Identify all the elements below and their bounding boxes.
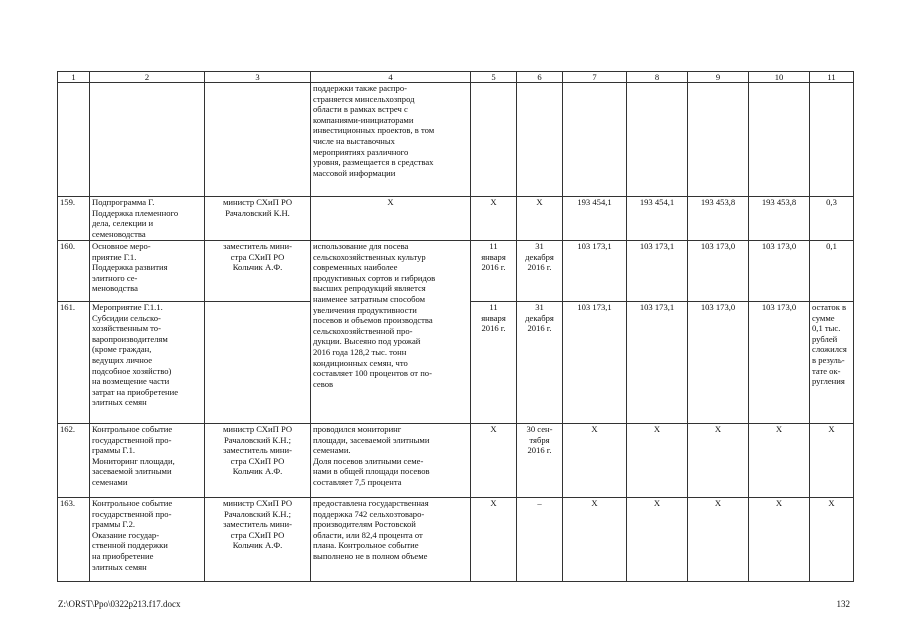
value-cell: 103 173,1 <box>627 302 688 424</box>
header-cell: 11 <box>810 72 854 83</box>
table-row <box>58 197 854 241</box>
value-cell <box>688 83 749 197</box>
value-cell <box>627 83 688 197</box>
report-table <box>57 71 854 582</box>
note-cell: X <box>810 424 854 498</box>
end-date-cell: 30 сен- тября 2016 г. <box>517 424 563 498</box>
start-date-cell <box>471 83 517 197</box>
number-cell: 162. <box>58 424 90 498</box>
value-cell: 193 454,1 <box>627 197 688 241</box>
name-cell: Подпрограмма Г. Поддержка племенного дела, селекции и семеноводства <box>90 197 205 241</box>
header-cell: 10 <box>749 72 810 83</box>
value-cell: 103 173,0 <box>688 302 749 424</box>
number-cell: 159. <box>58 197 90 241</box>
end-date-cell: 31 декабря 2016 г. <box>517 302 563 424</box>
value-cell: 103 173,1 <box>563 241 627 302</box>
table-row <box>58 498 854 582</box>
responsible-cell: министр СХиП РО Рачаловский К.Н.; заместитель мини- стра СХиП РО Кольчик А.Ф. <box>205 498 311 582</box>
value-cell: 193 453,8 <box>749 197 810 241</box>
number-cell: 163. <box>58 498 90 582</box>
name-cell: Основное меро- приятие Г.1. Поддержка развития элитного се- меноводства <box>90 241 205 302</box>
header-cell: 8 <box>627 72 688 83</box>
header-row <box>58 72 854 83</box>
result-cell: проводился мониторинг площади, засеваемой элитными семенами. Доля посевов элитными семе- нами в общей площади посевов составляет 7,5 процента <box>311 424 471 498</box>
value-cell: X <box>688 498 749 582</box>
value-cell: 193 454,1 <box>563 197 627 241</box>
responsible-cell: заместитель мини- стра СХиП РО Кольчик А.Ф. <box>205 241 311 302</box>
value-cell <box>749 83 810 197</box>
page-number: 132 <box>836 599 850 609</box>
note-cell: X <box>810 498 854 582</box>
result-cell: X <box>311 197 471 241</box>
value-cell: 103 173,0 <box>749 241 810 302</box>
end-date-cell: 31 декабря 2016 г. <box>517 241 563 302</box>
end-date-cell <box>517 83 563 197</box>
note-cell: остаток в сумме 0,1 тыс. рублей сложился в резуль- тате ок- ругления <box>810 302 854 424</box>
header-cell: 6 <box>517 72 563 83</box>
header-cell: 3 <box>205 72 311 83</box>
name-cell: Контрольное событие государственной про- граммы Г.2. Оказание государ- ственной поддержки на приобретение элитных семян <box>90 498 205 582</box>
start-date-cell: X <box>471 197 517 241</box>
start-date-cell: 11 января 2016 г. <box>471 241 517 302</box>
value-cell: 103 173,0 <box>749 302 810 424</box>
number-cell: 161. <box>58 302 90 424</box>
value-cell: 193 453,8 <box>688 197 749 241</box>
header-cell: 4 <box>311 72 471 83</box>
responsible-cell: министр СХиП РО Рачаловский К.Н. <box>205 197 311 241</box>
header-cell: 9 <box>688 72 749 83</box>
responsible-cell: министр СХиП РО Рачаловский К.Н.; заместитель мини- стра СХиП РО Кольчик А.Ф. <box>205 424 311 498</box>
note-cell <box>810 83 854 197</box>
responsible-cell <box>205 302 311 424</box>
value-cell: X <box>688 424 749 498</box>
value-cell <box>563 83 627 197</box>
name-cell <box>90 83 205 197</box>
end-date-cell: X <box>517 197 563 241</box>
header-cell: 2 <box>90 72 205 83</box>
file-path: Z:\ORST\Ppo\0322p213.f17.docx <box>58 599 181 609</box>
result-cell: поддержки также распро- страняется минсельхозпрод области в рамках встреч с компаниями-инициаторами инвестиционных проектов, в том числе на выставочных мероприятиях различного уровня, размещается в средствах массовой информации <box>311 83 471 197</box>
result-cell: использование для посева сельскохозяйственных культур современных наиболее продуктивных сортов и гибридов высших репродукций является наименее затратным способом увеличения продуктивности посевов и объемов производства сельскохозяйственной про- дукции. Высеяно под урожай 2016 года 128,2 тыс. тонн кондиционных семян, что составляет 100 процентов от по- севов <box>311 241 471 424</box>
header-cell: 1 <box>58 72 90 83</box>
start-date-cell: X <box>471 424 517 498</box>
value-cell: X <box>749 424 810 498</box>
end-date-cell: – <box>517 498 563 582</box>
value-cell: 103 173,1 <box>627 241 688 302</box>
value-cell: X <box>563 424 627 498</box>
value-cell: 103 173,1 <box>563 302 627 424</box>
value-cell: X <box>749 498 810 582</box>
start-date-cell: 11 января 2016 г. <box>471 302 517 424</box>
number-cell: 160. <box>58 241 90 302</box>
number-cell <box>58 83 90 197</box>
value-cell: X <box>627 424 688 498</box>
value-cell: 103 173,0 <box>688 241 749 302</box>
result-cell: предоставлена государственная поддержка 742 сельхозтоваро- производителям Ростовской области, или 82,4 процента от плана. Контрольное событие выполнено не в полном объеме <box>311 498 471 582</box>
table-row <box>58 241 854 302</box>
note-cell: 0,3 <box>810 197 854 241</box>
header-cell: 5 <box>471 72 517 83</box>
table-row <box>58 424 854 498</box>
note-cell: 0,1 <box>810 241 854 302</box>
value-cell: X <box>627 498 688 582</box>
name-cell: Контрольное событие государственной про- граммы Г.1. Мониторинг площади, засеваемой элитными семенами <box>90 424 205 498</box>
name-cell: Мероприятие Г.1.1. Субсидии сельско- хозяйственным то- варопроизводителям (кроме граждан, ведущих личное подсобное хозяйство) на возмещение части затрат на приобретение элитных семян <box>90 302 205 424</box>
header-cell: 7 <box>563 72 627 83</box>
responsible-cell <box>205 83 311 197</box>
value-cell: X <box>563 498 627 582</box>
table-row <box>58 83 854 197</box>
start-date-cell: X <box>471 498 517 582</box>
